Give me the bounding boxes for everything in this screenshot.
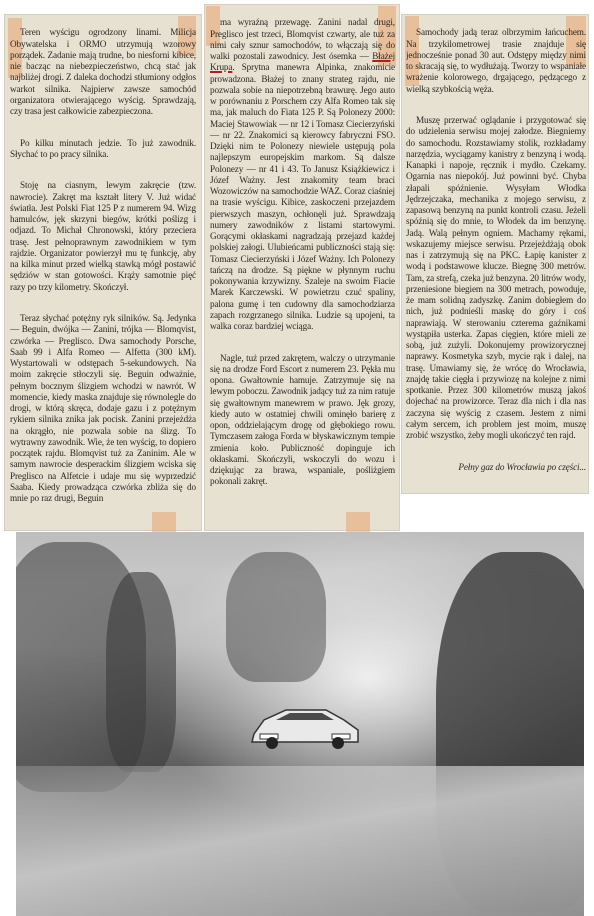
paragraph: Muszę przerwać oglądanie i przygotować się do udzielenia serwisu mojej załodze. Biegniemy do samochodu. Rozstawiamy stolik, rozkładamy narzędzia, wyciągamy kanistry z benzyną i wodą. Kanapki i napoje, ręcznik i mydło. Czekamy. Ogarnia nas niepokój. Już powinni być. Chyba złapali spóźnienie. Wysyłam Włodka Jędrzejczaka, mechanika z mojego serwisu, z zapasową benzyną na punkt kontroli czasu. Jeżeli spóźnią się do mnie, to Włodek da im benzynę. Jadą. Walą pełnym ogniem. Machamy rękami, wskazujemy miejsce serwisu. Przejeżdżają obok nas i zatrzymują się na PKC. Łapię kanister z wodą i podstawowe klucze. Biegnę 300 metrów. Tam, za strefą, czeka już benzyna. 20 litrów wody, przeniesione biegiem na 300 metrach, powoduje, że mam solidną zadyszkę. Zanim dobiegłem do nich, już podnieśli maskę do góry i coś naprawiają. W sterowaniu czterema gaźnikami wystąpiła usterka. Zapas cięgien, które mieli ze sobą, już zużyli. Dokonujemy prowizorycznej naprawy. Kosmetyka szyb, mycie rąk i dalej, na trasę. Umawiamy się, że wrócę do Wrocławia, znajdę takie cięgła i przywiozę na kolejne z nimi spotkanie. Przez 300 kilometrów muszą jakoś dojechać na prowizorce. Teraz dla nich i dla nas zaczyna się wyścig z czasem. Jestem z nimi całym sercem, ich problem jest moim, muszę zrobić wszystko, żeby mogli ukończyć ten rajd. [406, 115, 586, 440]
dirt-road [16, 766, 584, 916]
paragraph: Teraz słychać potężny ryk silników. Są. Jedynka — Beguin, dwójka — Zanini, trójka — Blomqvist, czwórka — Preglisco. Dwa samochody Porsche, Saab 99 i Alfa Romeo — Alfetta (300 kM). Wystartowali w odstępach 5-sekundowych. Na moim zakręcie stłoczyli się. Beguin odważnie, pełnym bocznym ślizgiem wchodzi w nawrót. W momencie, kiedy maska znajduje się równolegle do drogi, w którą skręca, dodaje gazu i z potężnym rykiem silnika znika jak pocisk. Zanini przejeżdża na okrągło, nie pozwala sobie na ślizg. To wytrawny zawodnik. Wie, że ten wyścig, to dopiero początek rajdu. Blomqvist tuż za Zaninim. Ale w samym nawrocie desperackim ślizgiem wciska się Preglisco na Alfetcie i udaje mu się wyprzedzić Saaba. Kiedy prowadząca czwórka zbliża się do mnie po raz drugi, Beguin [10, 313, 196, 503]
tree-shape [226, 552, 326, 682]
rally-photo [16, 532, 584, 916]
closing-line: Pełny gaz do Wrocławia po części... [458, 461, 586, 472]
highlighted-name: Błażej Krupa [210, 51, 395, 73]
paragraph: Samochody jadą teraz olbrzymim łańcuchem. Na trzykilometrowej trasie znajduje się jednocześnie ponad 30 aut. Odstępy między nimi to skracają się, to wydłużają. Tworzy to wspaniałe wrażenie kolorowego, drgającego, pędzącego z wielką szybkością węża. [406, 27, 586, 94]
rally-car-icon [246, 700, 364, 750]
paragraph-text: ma wyraźną przewagę. Zanini nadal drugi, Preglisco jest trzeci, Blomqvist czwarty, ale tuż za nimi cały sznur samochodów, to włączają się do walki pozostali zawodnicy. Jest ósemka — [210, 17, 395, 61]
paragraph: Po kilku minutach jedzie. To już zawodnik. Słychać to po pracy silnika. [10, 137, 196, 159]
paragraph [210, 17, 395, 332]
article-column-2 [210, 6, 395, 528]
tree-shape [106, 572, 176, 772]
paragraph-text: . Sprytna manewra Alpinka, znakomicie prowadzona. Błażej to znany strateg rajdu, nie pozwala sobie na niepotrzebną brawurę. Jego auto w porównaniu z Porschem czy Alfa Romeo tak się ma, jak maluch do Fiata 125 P. Są Polonezy 2000: Maciej Stawowiak — nr 12 i Tomasz Ciecierzyński — nr 22. Znakomici są kierowcy fabryczni FSO. Dzięki nim te Polonezy niewiele ustępują pola najlepszym europejskim markom. Są dalsze Polonezy — nr 41 i 43. To Janusz Książkiewicz i Józef Ważny. Jest znakomity team braci Wozowiczów na samochodzie WAZ. Coraz ciaśniej na trasie wyścigu. Kibice, zaskoczeni przejazdem pierwszych maszyn, ochłonęli już. Sprawdzają numery zawodników z listami startowymi. Gorącymi okłaskami nagradzają przejazd każdej polskiej załogi. Ulubieńcami publiczności stają się: Tomasz Ciecierzyński i Józef Ważny. Ich Polonezy tańczą na drodze. Są piękne w płynnym ruchu pokonywania krzywizny. Szaleje na swoim Fiacie Marek Karczewski. W powietrzu czuć spaliny, palona gumę i ten cudowny dla samochodziarza zapach rozgrzanego silnika. Ludzie są upojeni, ta walka coraz bardziej wciąga. [210, 62, 395, 331]
article-column-1 [10, 16, 196, 528]
article-column-3 [406, 16, 586, 492]
paragraph: Teren wyścigu ogrodzony linami. Milicja Obywatelska i ORMO utrzymują wzorowy porządek. Zadanie mają trudne, bo niesforni kibice, nie bacząc na niebezpieczeństwo, chcą stać jak najbliżej drogi. Z daleka dochodzi stłumiony odgłos warkot silnika. Najpierw zawsze samochód organizatora otwierającego wyścig. Sprawdzają, czy trasa jest całkowicie zabezpieczona. [10, 27, 196, 116]
paragraph: Stoję na ciasnym, lewym zakręcie (tzw. nawrocie). Zakręt ma kształt litery V. Już widać światła. Jest Polski Fiat 125 P z numerem 94. Wizg hamulców, jęk skrzyni biegów, krótki poślizg i odjazd. To Michał Chronowski, który przeciera trasę. Jest pełnoprawnym zawodnikiem w tym rajdzie. Organizator powierzył mu tę funkcję, aby na kilka minut przed wielką stawką mógł postawić sędziów w stan gotowości. Krąży samotnie pięć razy po trzy kilometry. Skończył. [10, 180, 196, 292]
paragraph: Nagle, tuż przed zakrętem, walczy o utrzymanie się na drodze Ford Escort z numerem 23. Pękła mu opona. Gwałtownie hamuje. Zatrzymuje się na lewym poboczu. Zawodnik jadący tuż za nim ratuje się gwałtownym manewrem w prawo. Jęk grozy, kiedy auto w ostatniej chwili ominęło barierę z opon, oddzielającym drogę od głębokiego rowu. Tymczasem załoga Forda w błyskawicznym tempie zmienia koło. Publiczność dopinguje ich okłaskami. Skończyli, wskoczyli do wozu i dziękując za brawa, wspaniale, pośliżgiem pokonali zakręt. [210, 352, 395, 487]
